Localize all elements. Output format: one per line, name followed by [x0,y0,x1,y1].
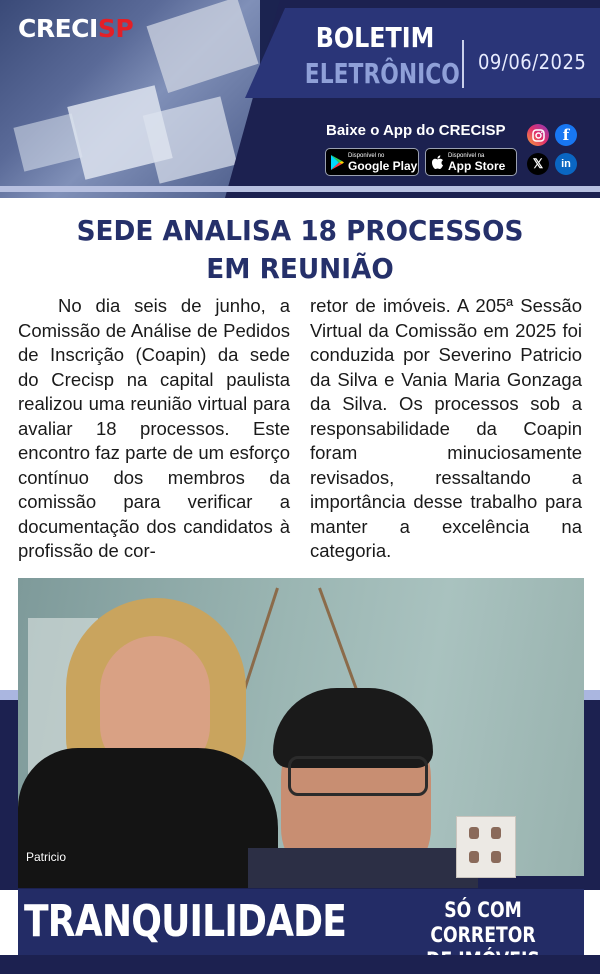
logo-accent: SP [97,14,134,43]
participant-man-glasses [288,756,428,796]
participant-man-shirt [248,848,478,888]
footer-band [0,955,600,974]
app-prompt: Baixe o App do CRECISP [326,122,506,139]
banner-main-text: TRANQUILIDADE [24,896,347,947]
header [0,0,600,198]
article-column-right: retor de imóveis. A 205ª Sessão Virtual da Comissão em 2025 foi conduzida por Severino Patricio da Silva e Vania Maria Gonzaga da Silva. Os processos sob a responsabilidade da Coapin foram minuciosamente revisados, ressaltando a importância desse trabalho para manter a excelência na categoria. [310,295,582,561]
article-headline [20,212,580,288]
issue-date: 09/06/2025 [478,50,587,74]
tranquilidade-banner[interactable] [18,889,584,955]
x-icon[interactable]: 𝕏 [527,153,549,175]
app-store-label: App Store [448,158,506,173]
wall-outlet [456,816,516,878]
document-illustration [13,113,82,171]
google-play-button[interactable] [325,148,419,176]
linkedin-icon[interactable]: in [555,153,577,175]
google-play-label: Google Play [348,158,418,173]
instagram-icon[interactable] [527,124,549,146]
crecisp-logo[interactable] [18,14,133,43]
app-store-button[interactable] [425,148,517,176]
logo-main: CRECI [18,14,98,43]
banner-sub-line1: SÓ COM CORRETOR [430,898,536,947]
google-play-small-text: Disponível no [348,152,385,159]
header-divider [0,186,600,192]
newsletter-title-line2: ELETRÔNICO [304,57,460,90]
participant-woman-body [18,748,278,888]
newsletter-title-line1: BOLETIM [315,21,435,54]
participant-name-caption: Patricio [26,850,67,864]
meeting-photo [18,578,584,876]
laptop-illustration [147,0,259,93]
google-play-icon [326,155,348,170]
article-column-left: No dia seis de junho, a Comissão de Análise de Pedidos de Inscrição (Coapin) da sede do Crecisp na capital paulista realizou uma reunião virtual para avaliar 18 processos. Este encontro faz parte de um esforço contínuo dos membros da comissão para verificar a documentação dos candidatos à profissão de cor- [18,295,290,561]
headline-line2: EM REUNIÃO [206,252,394,285]
apple-icon [426,155,448,170]
title-divider [462,40,464,88]
headline-line1: SEDE ANALISA 18 PROCESSOS [76,214,524,247]
facebook-icon[interactable]: f [555,124,577,146]
app-store-small-text: Disponível na [448,152,485,159]
